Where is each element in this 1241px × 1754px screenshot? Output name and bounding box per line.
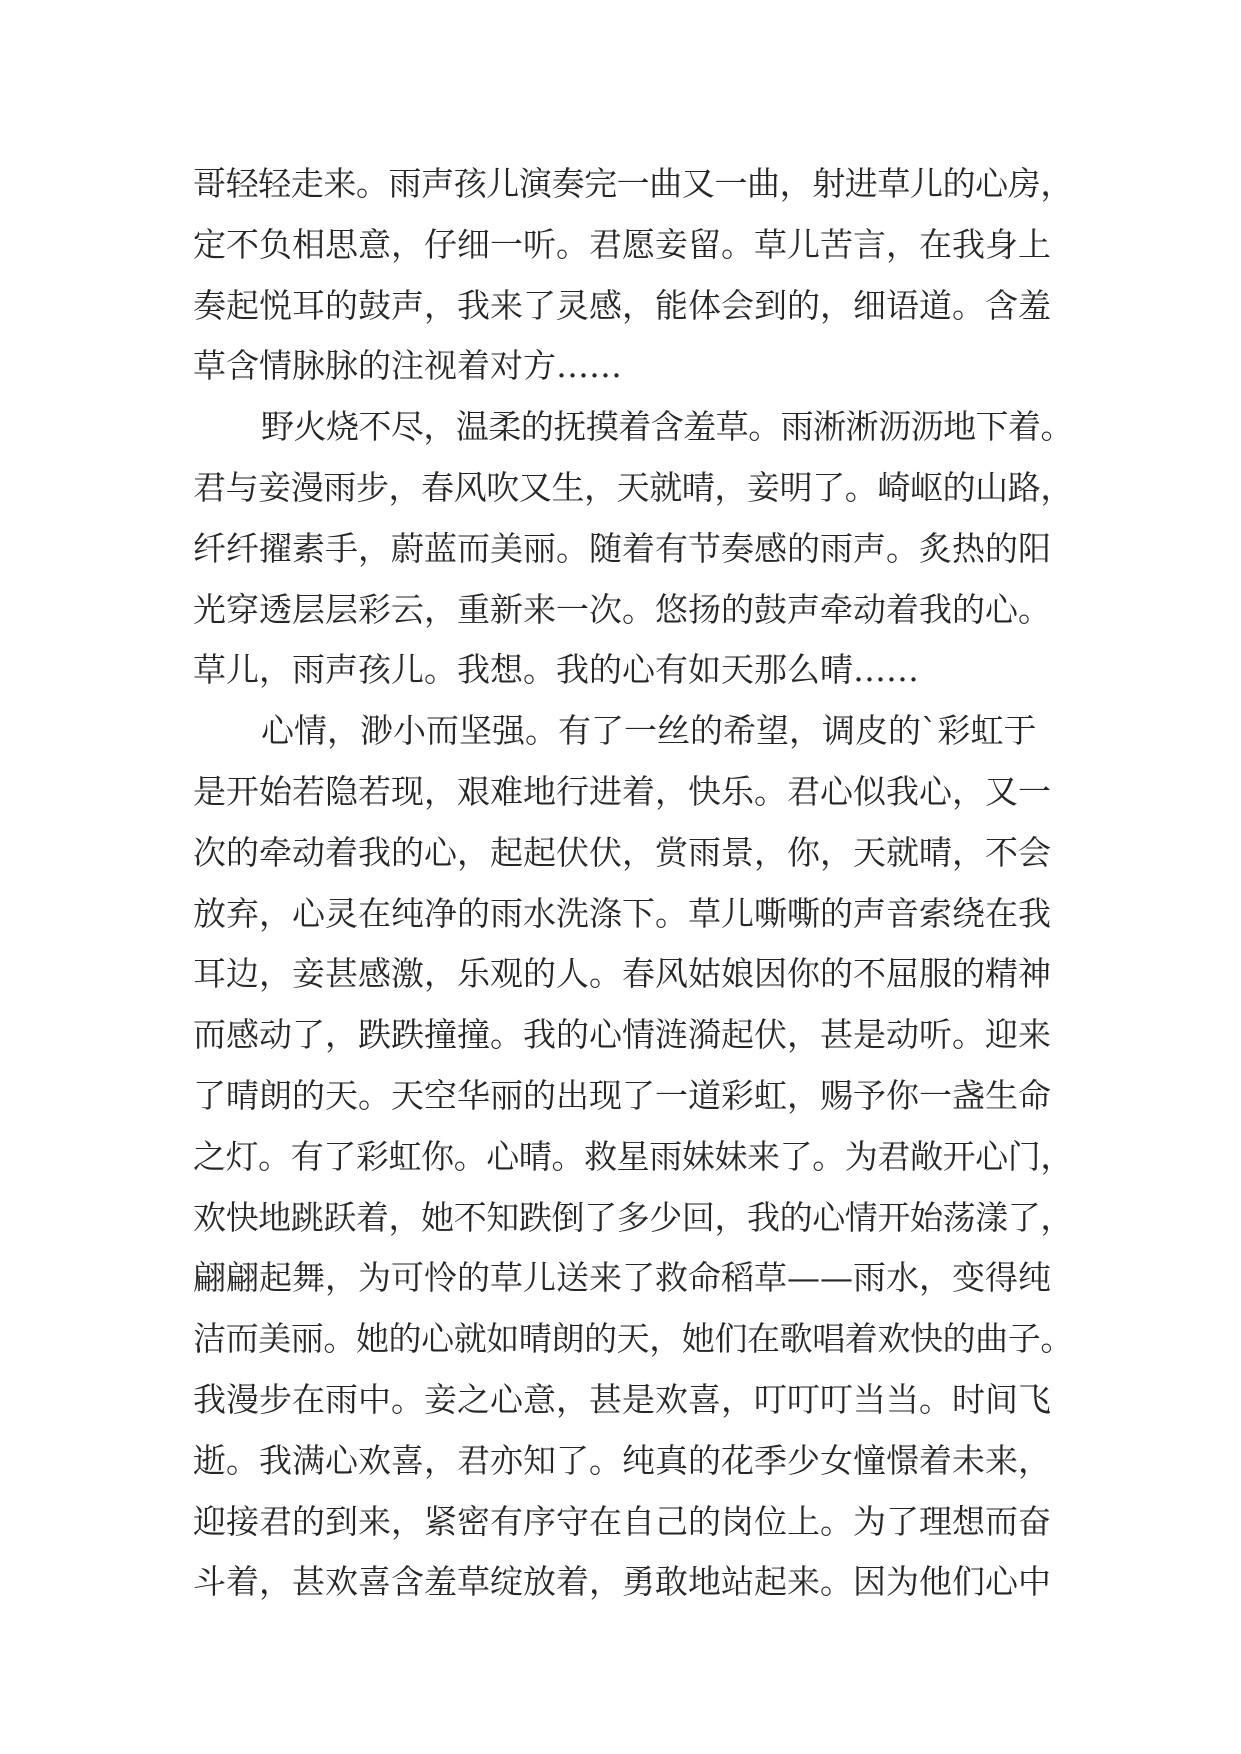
document-body <box>193 154 1073 1613</box>
text-line: 草含情脉脉的注视着对方…… <box>193 346 622 386</box>
text-line: 我漫步在雨中。妾之心意，甚是欢喜，叮叮叮当当。时间飞 <box>193 1379 1051 1419</box>
text-line: 了晴朗的天。天空华丽的出现了一道彩虹，赐予你一盏生命 <box>193 1075 1051 1115</box>
text-line: 欢快地跳跃着，她不知跌倒了多少回，我的心情开始荡漾了， <box>193 1197 1073 1237</box>
text-line: 光穿透层层彩云，重新来一次。悠扬的鼓声牵动着我的心。 <box>193 589 1051 629</box>
paragraph-1 <box>193 154 1073 397</box>
text-line: 野火烧不尽，温柔的抚摸着含羞草。雨淅淅沥沥地下着。 <box>261 407 1074 447</box>
text-line: 洁而美丽。她的心就如晴朗的天，她们在歌唱着欢快的曲子。 <box>193 1319 1073 1359</box>
text-line: 放弃，心灵在纯净的雨水洗涤下。草儿嘶嘶的声音索绕在我 <box>193 893 1051 933</box>
text-line: 心情，渺小而坚强。有了一丝的希望，调皮的`彩虹于 <box>261 711 1037 751</box>
text-line: 纤纤擢素手，蔚蓝而美丽。随着有节奏感的雨声。炙热的阳 <box>193 528 1051 568</box>
text-line: 草儿，雨声孩儿。我想。我的心有如天那么晴…… <box>193 650 919 690</box>
text-line: 定不负相思意，仔细一听。君愿妾留。草儿苦言，在我身上 <box>193 224 1051 264</box>
text-line: 翩翩起舞，为可怜的草儿送来了救命稻草——雨水，变得纯 <box>193 1258 1051 1298</box>
text-line: 哥轻轻走来。雨声孩儿演奏完一曲又一曲，射进草儿的心房， <box>193 164 1073 203</box>
text-line: 而感动了，跌跌撞撞。我的心情涟漪起伏，甚是动听。迎来 <box>193 1015 1051 1055</box>
text-line: 是开始若隐若现，艰难地行进着，快乐。君心似我心，又一 <box>193 771 1051 811</box>
text-line: 次的牵动着我的心，起起伏伏，赏雨景，你，天就晴，不会 <box>193 832 1051 872</box>
text-line: 奏起悦耳的鼓声，我来了灵感，能体会到的，细语道。含羞 <box>193 285 1051 325</box>
paragraph-2 <box>193 397 1073 701</box>
text-line: 迎接君的到来，紧密有序守在自己的岗位上。为了理想而奋 <box>193 1501 1051 1541</box>
text-line: 逝。我满心欢喜，君亦知了。纯真的花季少女憧憬着未来， <box>193 1440 1051 1480</box>
text-line: 君与妾漫雨步，春风吹又生，天就晴，妾明了。崎岖的山路， <box>193 467 1073 507</box>
text-line: 斗着，甚欢喜含羞草绽放着，勇敢地站起来。因为他们心中 <box>193 1562 1051 1602</box>
text-line: 耳边，妾甚感激，乐观的人。春风姑娘因你的不屈服的精神 <box>193 954 1051 994</box>
paragraph-3 <box>193 701 1073 1613</box>
text-line: 之灯。有了彩虹你。心晴。救星雨妹妹来了。为君敞开心门， <box>193 1136 1073 1176</box>
